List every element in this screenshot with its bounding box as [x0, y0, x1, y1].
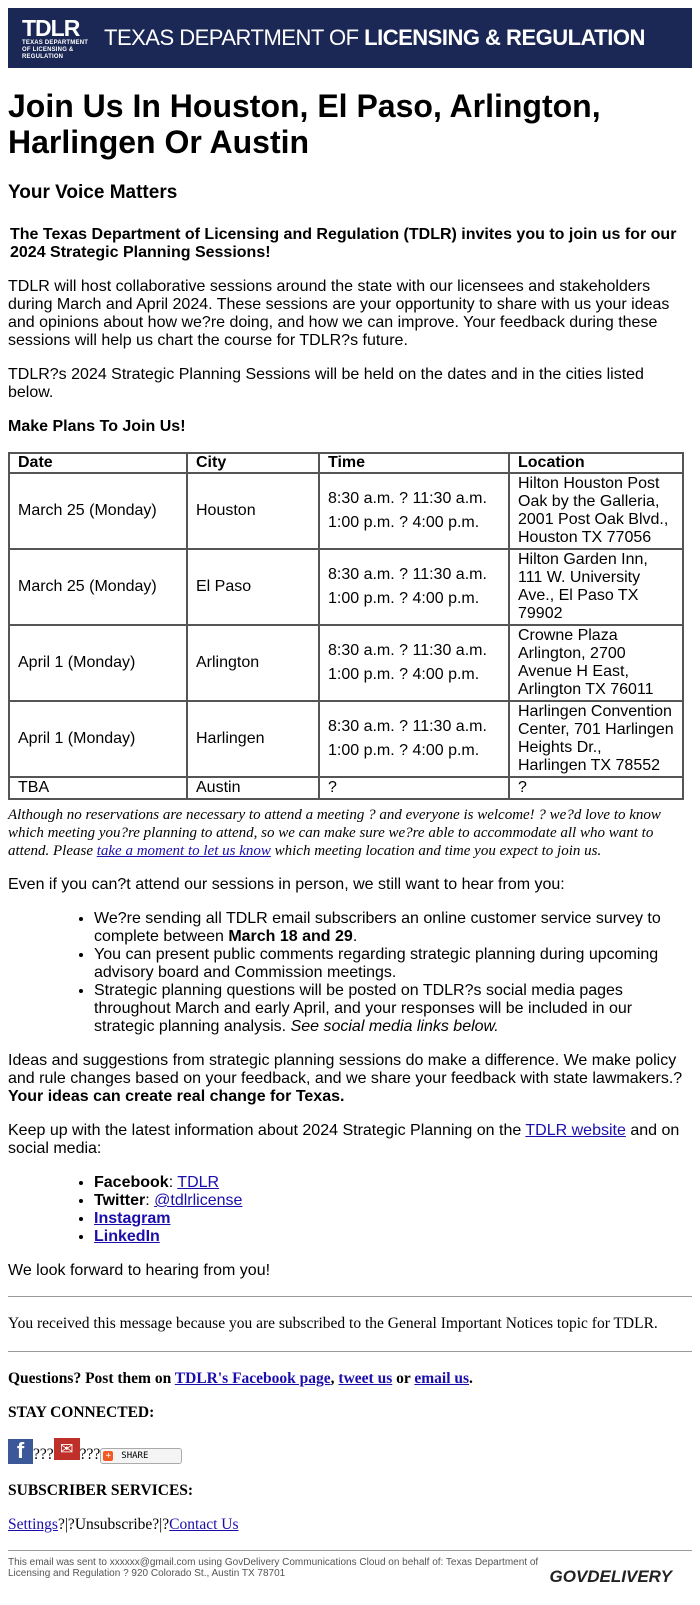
reservation-note: [8, 806, 692, 860]
settings-link[interactable]: Settings: [8, 1516, 58, 1533]
cell-date: TBA: [9, 777, 187, 799]
cell-location: Crowne Plaza Arlington, 2700 Avenue H East, Arlington TX 76011: [509, 625, 683, 701]
p4-bold: Your ideas can create real change for Texas.: [8, 1088, 345, 1105]
list-item: [94, 982, 692, 1036]
time-morning: 8:30 a.m. ? 11:30 a.m.: [328, 566, 487, 583]
table-row: [9, 701, 683, 777]
list-item: • You can present public comments regarding strategic planning during upcoming advisory board and Commission meetings.: [94, 946, 692, 982]
list-item-facebook: [94, 1174, 692, 1192]
col-city: City: [187, 453, 319, 473]
separator: :: [168, 1174, 178, 1191]
facebook-page-link[interactable]: TDLR's Facebook page: [174, 1370, 331, 1387]
paragraph-1: TDLR will host collaborative sessions around the state with our licensees and stakeholders during March and April 2024. These sessions are your opportunity to share with us your ideas and opinions about how we?re doing, and how we can improve. Your feedback during these sessions will help us chart the course for TDLR?s future.: [8, 278, 670, 349]
time-morning: 8:30 a.m. ? 11:30 a.m.: [328, 490, 487, 507]
p5-text-end: and on social media:: [8, 1122, 680, 1157]
note-text-end: which meeting location and time you expect to join us.: [270, 843, 602, 859]
list-item: [94, 910, 692, 946]
unsubscribe-text[interactable]: ?|?Unsubscribe?|?: [57, 1516, 170, 1533]
social-icons: [8, 1438, 692, 1464]
list-item-linkedin: [94, 1228, 692, 1246]
intro: The Texas Department of Licensing and Regulation (TDLR) invites you to join us for our 2024 Strategic Planning Sessions!: [10, 226, 677, 261]
p5-text: Keep up with the latest information about 2024 Strategic Planning on the: [8, 1122, 526, 1139]
time-afternoon: 1:00 p.m. ? 4:00 p.m.: [328, 514, 480, 531]
paragraph-5: [8, 1122, 692, 1158]
cell-city: Houston: [187, 473, 319, 549]
time-afternoon: 1:00 p.m. ? 4:00 p.m.: [328, 666, 480, 683]
govdelivery-logo: GOVDELIVERY: [549, 1567, 672, 1586]
logo-subtext: TEXAS DEPARTMENT OF LICENSING & REGULATION: [22, 39, 89, 60]
comma: ,: [330, 1370, 339, 1387]
cell-location: Hilton Houston Post Oak by the Galleria, 2001 Post Oak Blvd., Houston TX 77056: [509, 473, 683, 549]
header-banner: [8, 8, 692, 68]
separator: ???: [33, 1446, 54, 1463]
bullet-bold: March 18 and 29: [228, 928, 353, 945]
divider: [8, 1351, 692, 1352]
subscriber-services-heading: SUBSCRIBER SERVICES:: [8, 1482, 194, 1499]
cell-city: Arlington: [187, 625, 319, 701]
linkedin-link[interactable]: LinkedIn: [94, 1228, 160, 1245]
twitter-link[interactable]: @tdlrlicense: [154, 1192, 243, 1209]
twitter-label: Twitter: [94, 1192, 146, 1209]
time-morning: 8:30 a.m. ? 11:30 a.m.: [328, 718, 487, 735]
banner-title: [104, 25, 645, 51]
cell-date: April 1 (Monday): [9, 625, 187, 701]
instagram-link[interactable]: Instagram: [94, 1210, 171, 1227]
email-us-link[interactable]: email us: [414, 1370, 470, 1387]
bullet-end: .: [352, 928, 358, 945]
facebook-icon[interactable]: f: [8, 1439, 33, 1464]
col-date: Date: [9, 453, 187, 473]
col-location: Location: [509, 453, 683, 473]
facebook-link[interactable]: TDLR: [177, 1174, 220, 1191]
cell-location: ?: [509, 777, 683, 799]
plus-icon: +: [103, 1451, 113, 1461]
cell-time: [319, 625, 509, 701]
note-text: Although no reservations are necessary to attend a meeting ? and everyone is welcome! ? we?d love to know which meeting you?re planning to attend, so we can make sure we?re able to accommodate all who want to attend. Please: [8, 807, 661, 859]
rsvp-link[interactable]: take a moment to let us know: [96, 843, 271, 859]
or-text: or: [392, 1370, 415, 1387]
share-label: SHARE: [121, 1451, 149, 1461]
cell-city: Austin: [187, 777, 319, 799]
cell-city: Harlingen: [187, 701, 319, 777]
footer: [8, 1557, 692, 1587]
banner-title-bold: LICENSING & REGULATION: [364, 25, 645, 50]
subscription-notice: You received this message because you are subscribed to the General Important Notices topic for TDLR.: [8, 1315, 658, 1332]
paragraph-3: Even if you can?t attend our sessions in person, we still want to hear from you:: [8, 876, 565, 893]
facebook-label: Facebook: [94, 1174, 169, 1191]
logo-text: TDLR: [22, 14, 80, 41]
questions-text: Questions? Post them on: [8, 1370, 175, 1387]
tweet-us-link[interactable]: tweet us: [338, 1370, 393, 1387]
cell-date: April 1 (Monday): [9, 701, 187, 777]
list-item-twitter: [94, 1192, 692, 1210]
social-media-list: [8, 1174, 692, 1246]
table-row: [9, 625, 683, 701]
bullet-text: Strategic planning questions will be posted on TDLR?s social media pages throughout March and early April, and your responses will be included in our strategic planning analysis.: [94, 982, 633, 1035]
cell-time: [319, 473, 509, 549]
closing: We look forward to hearing from you!: [8, 1262, 271, 1279]
make-plans-heading: Make Plans To Join Us!: [8, 418, 186, 435]
list-item-instagram: [94, 1210, 692, 1228]
page-title: Join Us In Houston, El Paso, Arlington, Harlingen Or Austin: [8, 88, 601, 160]
time-afternoon: 1:00 p.m. ? 4:00 p.m.: [328, 742, 480, 759]
cell-time: [319, 549, 509, 625]
p4-text: Ideas and suggestions from strategic planning sessions do make a difference. We make policy and rule changes based on your feedback, and we share your feedback with state lawmakers.?: [8, 1052, 683, 1087]
contact-us-link[interactable]: Contact Us: [169, 1516, 239, 1533]
footer-text: This email was sent to xxxxxx@gmail.com using GovDelivery Communications Cloud on behalf of: Texas Department of Licensing and Regulation ? 920 Colorado St., Austin TX 78701: [8, 1557, 539, 1579]
stay-connected-heading: STAY CONNECTED:: [8, 1404, 155, 1421]
time-morning: 8:30 a.m. ? 11:30 a.m.: [328, 642, 487, 659]
divider: [8, 1550, 692, 1551]
cell-date: March 25 (Monday): [9, 549, 187, 625]
table-header-row: [9, 453, 683, 473]
separator: ???: [79, 1446, 101, 1463]
cell-date: March 25 (Monday): [9, 473, 187, 549]
paragraph-4: [8, 1052, 692, 1106]
cell-city: El Paso: [187, 549, 319, 625]
feedback-list: [8, 910, 692, 1036]
period: .: [469, 1370, 473, 1387]
banner-title-light: TEXAS DEPARTMENT OF: [104, 25, 365, 50]
time-afternoon: 1:00 p.m. ? 4:00 p.m.: [328, 590, 480, 607]
col-time: Time: [319, 453, 509, 473]
bullet-italic: See social media links below.: [290, 1018, 499, 1035]
cell-location: Harlingen Convention Center, 701 Harlingen Heights Dr., Harlingen TX 78552: [509, 701, 683, 777]
subtitle: Your Voice Matters: [8, 182, 178, 203]
share-button[interactable]: [100, 1448, 182, 1464]
subscriber-links: [8, 1516, 692, 1534]
paragraph-2: TDLR?s 2024 Strategic Planning Sessions will be held on the dates and in the cities listed below.: [8, 366, 644, 401]
separator: :: [145, 1192, 155, 1209]
bullet-text: We?re sending all TDLR email subscribers an online customer service survey to complete between: [94, 910, 661, 945]
cell-location: Hilton Garden Inn, 111 W. University Ave., El Paso TX 79902: [509, 549, 683, 625]
table-row: [9, 549, 683, 625]
tdlr-logo: [22, 16, 92, 61]
sessions-table: [8, 452, 684, 800]
questions: [8, 1370, 692, 1388]
cell-time: ?: [319, 777, 509, 799]
cell-time: [319, 701, 509, 777]
tdlr-website-link[interactable]: TDLR website: [525, 1122, 626, 1139]
table-row: [9, 473, 683, 549]
email-icon[interactable]: ✉: [54, 1438, 80, 1460]
divider: [8, 1296, 692, 1297]
table-row: [9, 777, 683, 799]
